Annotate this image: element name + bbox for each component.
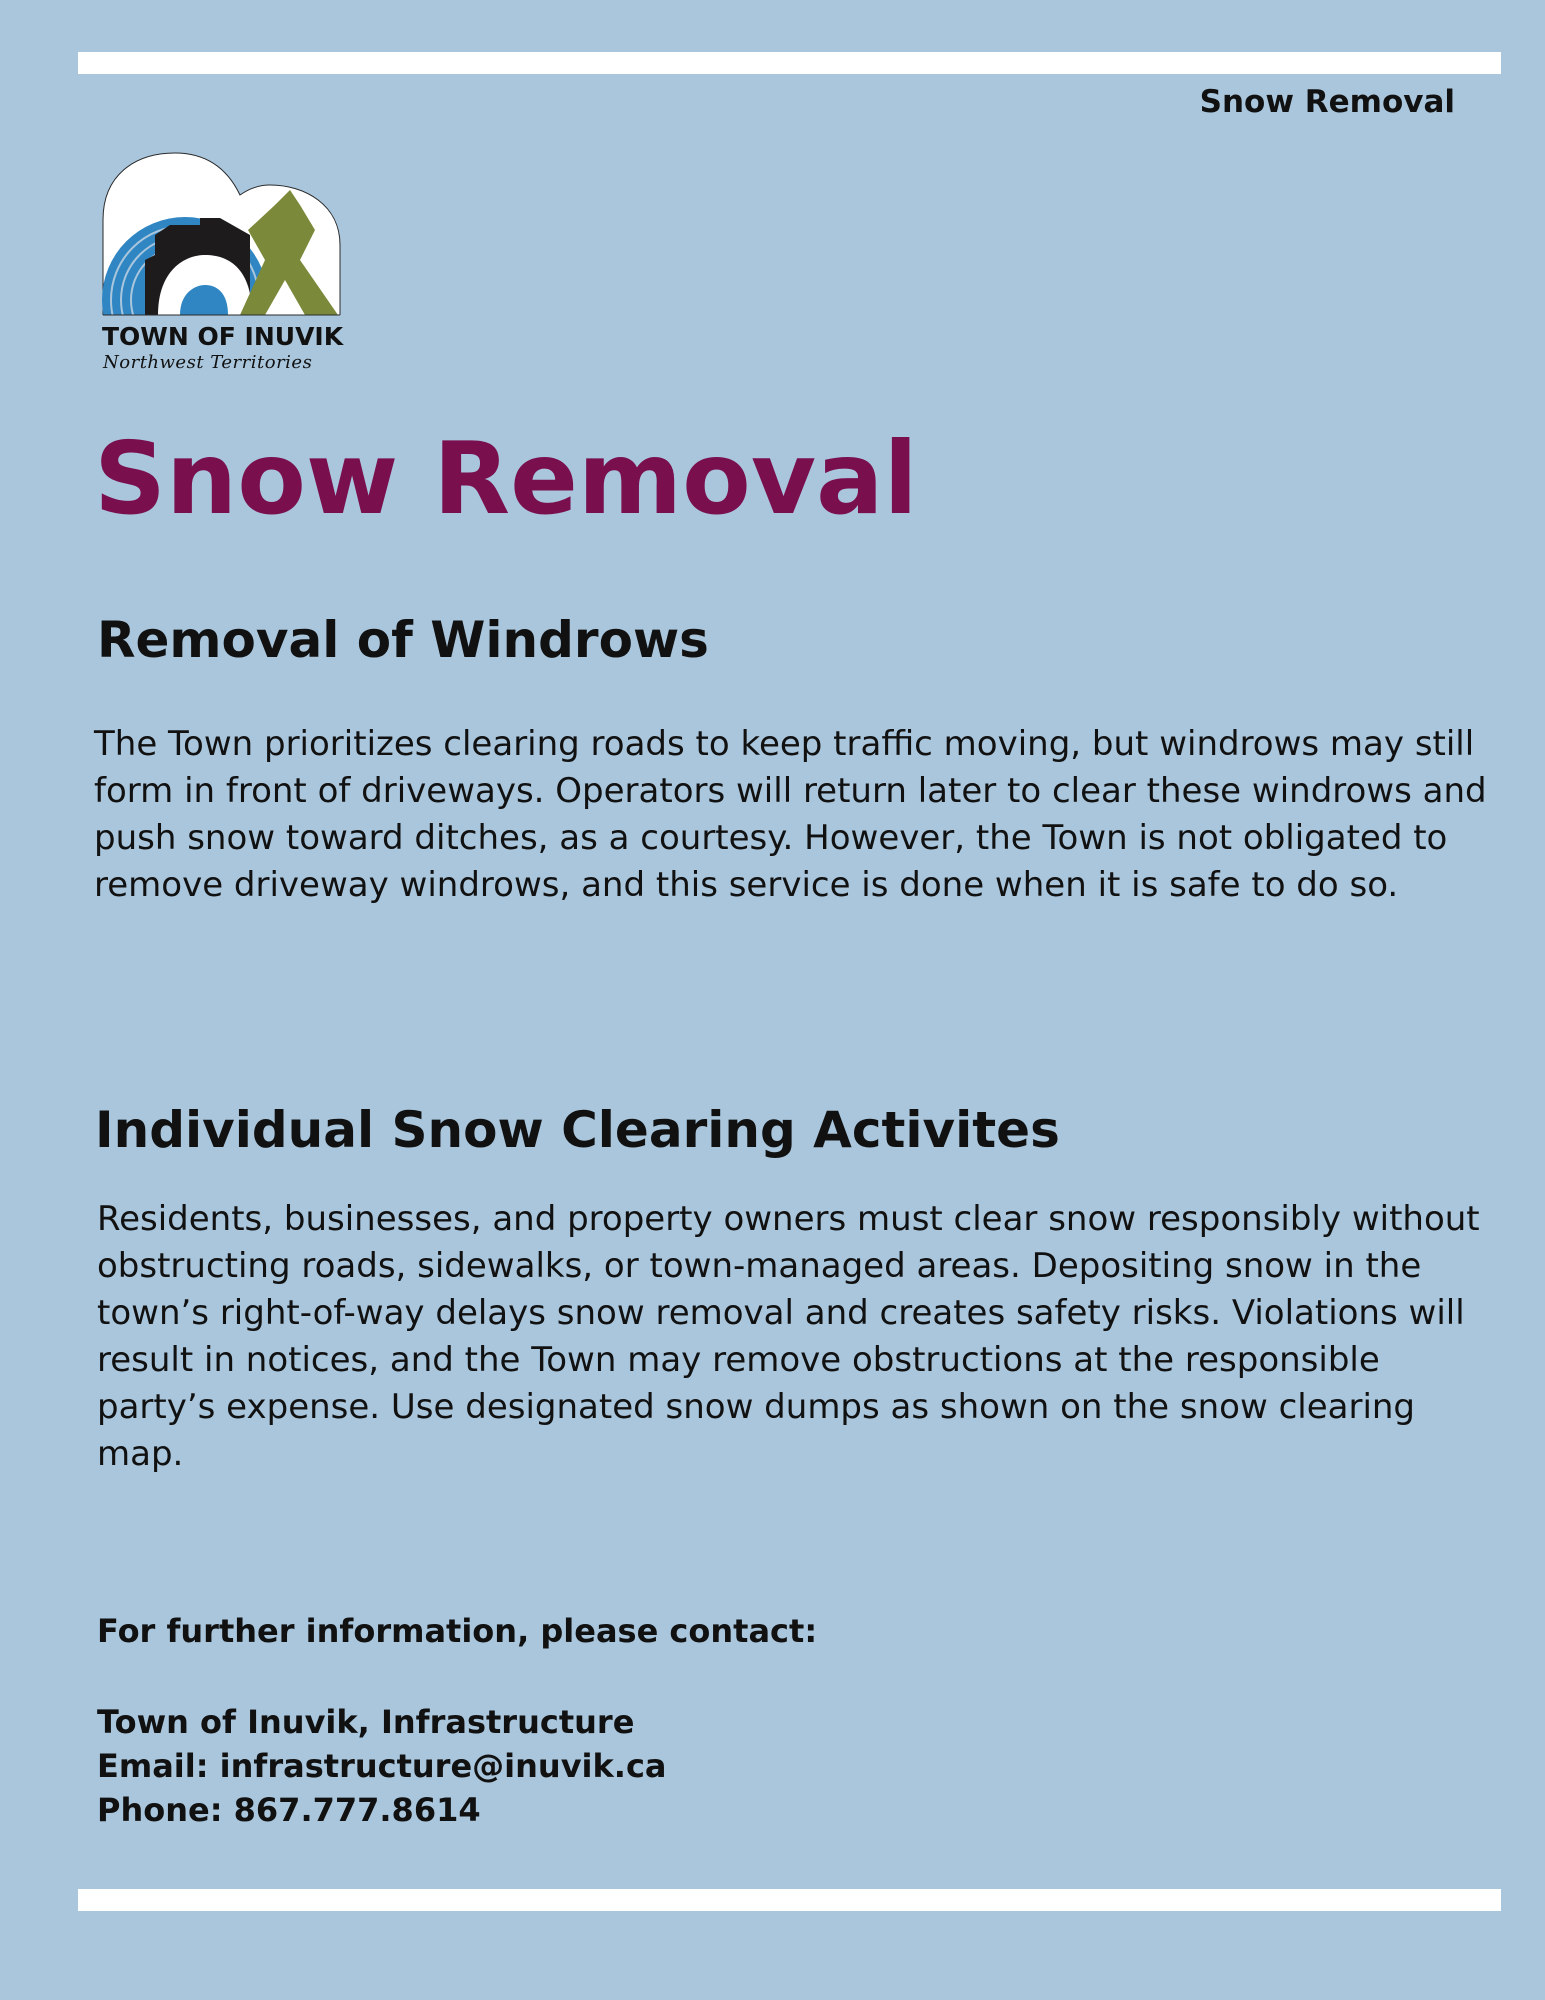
town-logo: [100, 150, 345, 380]
contact-phone: Phone: 867.777.8614: [97, 1791, 481, 1829]
contact-email: Email: infrastructure@inuvik.ca: [97, 1747, 667, 1785]
section-heading-individual-clearing: Individual Snow Clearing Activites: [95, 1101, 1060, 1159]
logo-town-name: TOWN OF INUVIK: [102, 322, 344, 351]
top-rule: [78, 52, 1501, 74]
section-body-individual-clearing: Residents, businesses, and property owners must clear snow responsibly without obstructing roads, sidewalks, or town-managed areas. Depositing snow in the town’s right-of-way delays snow removal and creates safety risks. Violations will result in notices, and the Town may remove obstructions at the responsible party’s expense. Use designated snow dumps as shown on the snow clearing map.: [97, 1199, 1480, 1474]
page-title: Snow Removal: [94, 420, 918, 537]
contact-lead: For further information, please contact:: [97, 1612, 818, 1650]
town-logo-emblem-icon: [100, 150, 345, 318]
contact-block: [97, 1700, 667, 1832]
running-header: Snow Removal: [1199, 84, 1455, 120]
section-body-windrows: The Town prioritizes clearing roads to keep traffic moving, but windrows may still form in front of driveways. Operators will return later to clear these windrows and push snow toward ditches, as a courtesy. However, the Town is not obligated to remove driveway windrows, and this service is done when it is safe to do so.: [94, 724, 1487, 905]
section-heading-windrows: Removal of Windrows: [97, 611, 709, 669]
logo-subtitle: Northwest Territories: [103, 352, 313, 373]
contact-department: Town of Inuvik, Infrastructure: [97, 1703, 635, 1741]
bottom-rule: [78, 1889, 1501, 1911]
